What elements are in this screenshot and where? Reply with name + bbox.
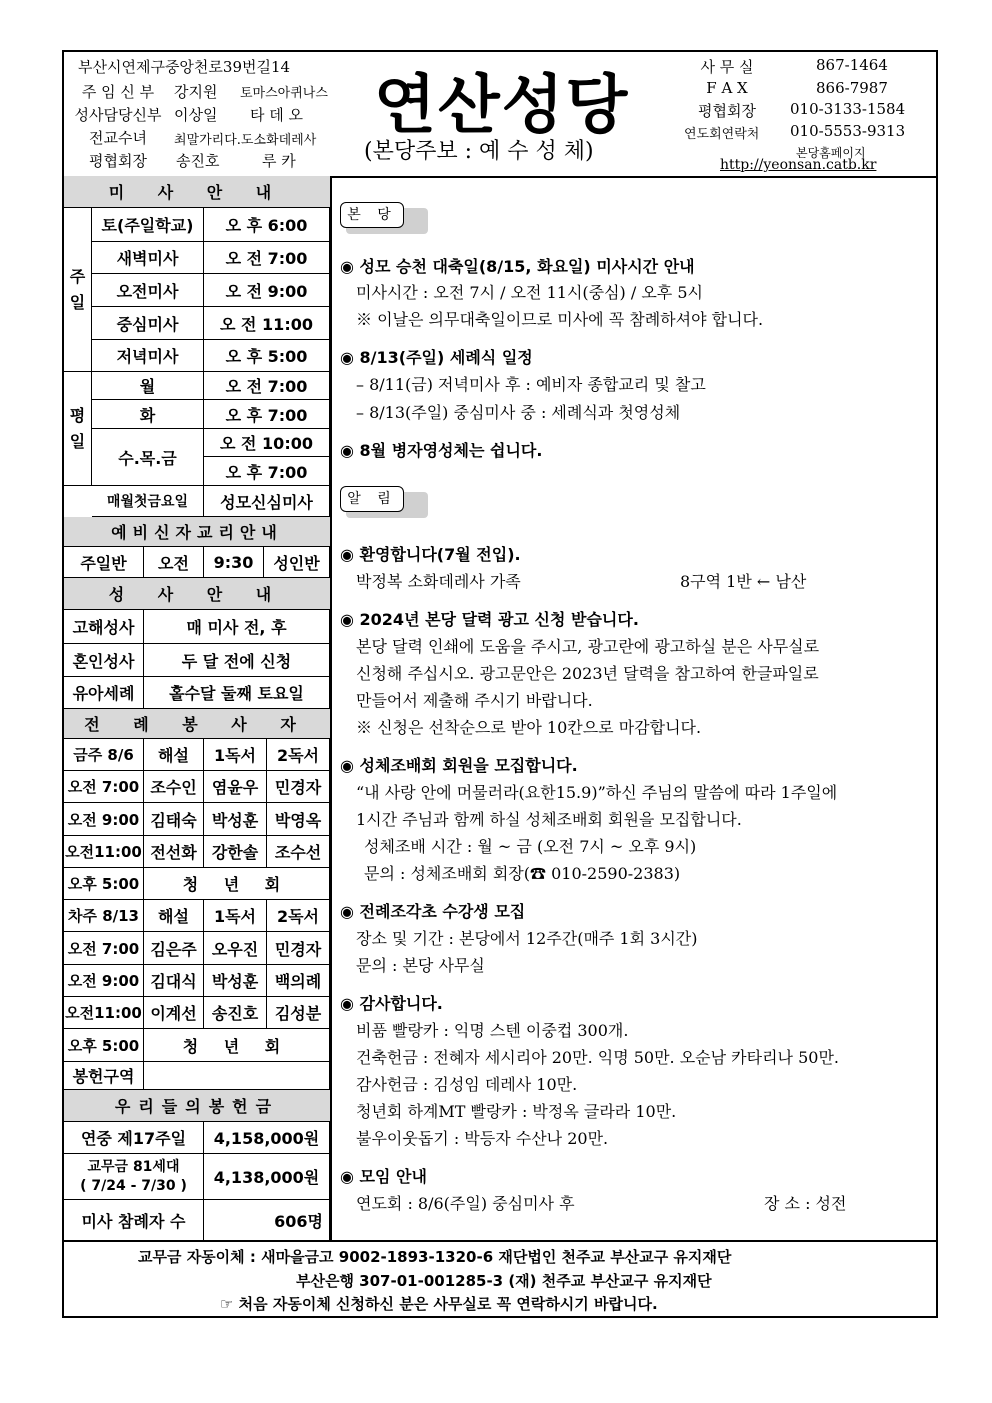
notice-line: 청년회 하계MT 빨랑카 : 박정옥 글라라 10만. bbox=[356, 1102, 677, 1121]
welcome-name: 박정복 소화데레사 가족 bbox=[356, 572, 521, 591]
meeting-line: 연도회 : 8/6(주일) 중심미사 후 bbox=[356, 1194, 575, 1213]
chair-phone: 010-3133-1584 bbox=[790, 100, 906, 118]
mass-name: 중심미사 bbox=[92, 307, 204, 340]
first-friday-label: 매월첫금요일 bbox=[92, 486, 204, 517]
liturgy-section-title: 전 례 봉 사 자 bbox=[64, 709, 330, 739]
chair-label: 평협회장 bbox=[698, 102, 756, 120]
catechumen-class: 주일반 bbox=[64, 547, 144, 578]
offering-area-value bbox=[144, 1062, 330, 1090]
server-name: 전선화 bbox=[144, 836, 204, 868]
sacrament-name: 고해성사 bbox=[64, 610, 144, 644]
mass-name: 토(주일학교) bbox=[92, 208, 204, 242]
server-name: 강한솔 bbox=[204, 836, 267, 868]
catechumen-time: 9:30 bbox=[204, 547, 264, 578]
catechumen-group: 성인반 bbox=[264, 547, 330, 578]
notice-heading: ◉ 8/13(주일) 세례식 일정 bbox=[340, 348, 533, 367]
assistant-saint: 타 데 오 bbox=[250, 106, 304, 124]
notice-line: 건축헌금 : 전혜자 세시리아 20만. 익명 50만. 오순남 카타리나 50만. bbox=[356, 1048, 839, 1067]
welcome-area: 8구역 1반 ← 남산 bbox=[680, 572, 807, 591]
server-name: 박영옥 bbox=[267, 803, 330, 836]
sacrament-value: 두 달 전에 신청 bbox=[144, 644, 330, 677]
notice-line: 성체조배 시간 : 월 ~ 금 (오전 7시 ~ 오후 9시) bbox=[364, 837, 697, 856]
sister-label: 전교수녀 bbox=[89, 129, 147, 147]
weekday-label: 평 일 bbox=[64, 372, 92, 486]
server-name: 백의례 bbox=[267, 965, 330, 997]
notice-heading: ◉ 모임 안내 bbox=[340, 1167, 427, 1186]
server-name: 민경자 bbox=[267, 771, 330, 803]
offering-label: 연중 제17주일 bbox=[64, 1122, 204, 1154]
left-column bbox=[64, 176, 332, 1240]
bulletin-page bbox=[62, 50, 938, 1318]
mass-time: 오 전 7:00 bbox=[204, 372, 330, 400]
footer bbox=[64, 1240, 936, 1318]
mass-time: 오 후 5:00 bbox=[204, 340, 330, 372]
server-name: 박성훈 bbox=[204, 803, 267, 836]
offering-amount: 606명 bbox=[204, 1200, 330, 1240]
role-header: 2독서 bbox=[267, 900, 330, 932]
week-label: 차주 8/13 bbox=[64, 900, 144, 932]
notice-heading: ◉ 2024년 본당 달력 광고 신청 받습니다. bbox=[340, 610, 639, 629]
role-header: 해설 bbox=[144, 900, 204, 932]
offering-amount: 4,158,000원 bbox=[204, 1122, 330, 1154]
council-label: 평협회장 bbox=[89, 152, 147, 170]
mass-time: 오 후 7:00 bbox=[204, 457, 330, 486]
server-name: 민경자 bbox=[267, 932, 330, 965]
notice-line: – 8/13(주일) 중심미사 중 : 세례식과 첫영성체 bbox=[356, 403, 681, 422]
office-label: 사 무 실 bbox=[700, 58, 754, 76]
notice-heading: ◉ 성모 승천 대축일(8/15, 화요일) 미사시간 안내 bbox=[340, 257, 695, 276]
footer-bank-line: 교무금 자동이체 : 새마을금고 9002-1893-1320-6 재단법인 천주교 부산교구 유지재단 bbox=[138, 1248, 732, 1266]
contact-phone: 010-5553-9313 bbox=[790, 122, 906, 140]
server-time: 오전11:00 bbox=[64, 997, 144, 1029]
mass-name: 저녁미사 bbox=[92, 340, 204, 372]
fax-label: F A X bbox=[706, 79, 748, 97]
notice-heading: ◉ 성체조배회 회원을 모집합니다. bbox=[340, 756, 578, 775]
notice-line: 신청해 주십시오. 광고문안은 2023년 달력을 참고하여 한글파일로 bbox=[356, 664, 819, 683]
sacrament-name: 혼인성사 bbox=[64, 644, 144, 677]
pastor-name: 강지원 bbox=[174, 83, 218, 101]
parish-title: 연산성당 bbox=[374, 69, 630, 143]
address: 부산시연제구중앙천로39번길14 bbox=[78, 58, 291, 76]
mass-time: 오 전 11:00 bbox=[204, 307, 330, 340]
offering-area-label: 봉헌구역 bbox=[64, 1062, 144, 1090]
sacrament-name: 유아세례 bbox=[64, 677, 144, 709]
role-header: 2독서 bbox=[267, 739, 330, 771]
offering-label: 미사 참례자 수 bbox=[64, 1200, 204, 1240]
notice-line: 비품 빨랑카 : 익명 스텐 이중컵 300개. bbox=[356, 1021, 629, 1040]
offering-amount: 4,138,000원 bbox=[204, 1154, 330, 1200]
role-header: 1독서 bbox=[204, 900, 267, 932]
sacrament-value: 홀수달 둘째 토요일 bbox=[144, 677, 330, 709]
mass-time: 오 후 7:00 bbox=[204, 400, 330, 429]
assistant-name: 이상일 bbox=[174, 106, 218, 124]
meeting-place: 장 소 : 성전 bbox=[764, 1194, 847, 1213]
server-name: 김성분 bbox=[267, 997, 330, 1029]
offerings-section-title: 우리들의봉헌금 bbox=[64, 1090, 330, 1122]
tab-parish: 본 당 bbox=[340, 202, 404, 228]
council-saint: 루 카 bbox=[262, 152, 296, 170]
pastor-label: 주 임 신 부 bbox=[81, 83, 155, 101]
notice-line: “내 사랑 안에 머물러라(요한15.9)”하신 주님의 말씀에 따라 1주일에 bbox=[356, 783, 838, 802]
mass-name: 화 bbox=[92, 400, 204, 429]
notice-heading: ◉ 감사합니다. bbox=[340, 994, 443, 1013]
notice-line: 미사시간 : 오전 7시 / 오전 11시(중심) / 오후 5시 bbox=[356, 283, 703, 302]
footer-bank-line: 부산은행 307-01-001285-3 (재) 천주교 부산교구 유지재단 bbox=[296, 1272, 712, 1290]
homepage-label: 본당홈페이지 bbox=[796, 146, 866, 160]
notice-line: 본당 달력 인쇄에 도움을 주시고, 광고란에 광고하실 분은 사무실로 bbox=[356, 637, 820, 656]
mass-time: 오 전 10:00 bbox=[204, 429, 330, 457]
server-time: 오후 5:00 bbox=[64, 1029, 144, 1062]
server-name: 김대식 bbox=[144, 965, 204, 997]
server-name: 이계선 bbox=[144, 997, 204, 1029]
notice-line: 만들어서 제출해 주시기 바랍니다. bbox=[356, 691, 593, 710]
role-header: 1독서 bbox=[204, 739, 267, 771]
server-name: 조수인 bbox=[144, 771, 204, 803]
office-phone: 867-1464 bbox=[816, 56, 888, 74]
assistant-label: 성사담당신부 bbox=[74, 106, 162, 124]
footer-notice: ☞ 처음 자동이체 신청하신 분은 사무실로 꼭 연락하시기 바랍니다. bbox=[220, 1295, 658, 1313]
notice-line: 감사헌금 : 김성임 데레사 10만. bbox=[356, 1075, 578, 1094]
mass-name: 수.목.금 bbox=[92, 429, 204, 486]
notice-line: 불우이웃돕기 : 박등자 수산나 20만. bbox=[356, 1129, 609, 1148]
mass-time: 오 전 7:00 bbox=[204, 242, 330, 274]
youth-group: 청 년 회 bbox=[144, 1029, 330, 1062]
server-name: 김은주 bbox=[144, 932, 204, 965]
sunday-label: 주 일 bbox=[64, 208, 92, 372]
mass-section-title: 미 사 안 내 bbox=[64, 176, 330, 208]
notice-line: ※ 이날은 의무대축일이므로 미사에 꼭 참례하셔야 합니다. bbox=[356, 310, 764, 329]
sacrament-value: 매 미사 전, 후 bbox=[144, 610, 330, 644]
server-name: 염윤우 bbox=[204, 771, 267, 803]
council-name: 송진호 bbox=[176, 152, 220, 170]
notice-line: 문의 : 성체조배회 회장(☎ 010-2590-2383) bbox=[364, 864, 681, 883]
youth-group: 청 년 회 bbox=[144, 868, 330, 900]
server-time: 오전 9:00 bbox=[64, 803, 144, 836]
server-time: 오전11:00 bbox=[64, 836, 144, 868]
first-friday-value: 성모신심미사 bbox=[204, 486, 330, 517]
server-time: 오전 7:00 bbox=[64, 771, 144, 803]
bulletin-subtitle: (본당주보 : 예 수 성 체) bbox=[364, 139, 594, 164]
header bbox=[64, 52, 936, 178]
week-label: 금주 8/6 bbox=[64, 739, 144, 771]
server-name: 송진호 bbox=[204, 997, 267, 1029]
server-name: 조수선 bbox=[267, 836, 330, 868]
notice-heading: ◉ 전례조각초 수강생 모집 bbox=[340, 902, 526, 921]
notice-line: 문의 : 본당 사무실 bbox=[356, 956, 485, 975]
notice-line: ※ 신청은 선착순으로 받아 10칸으로 마감합니다. bbox=[356, 718, 702, 737]
server-name: 오우진 bbox=[204, 932, 267, 965]
notice-line: 장소 및 기간 : 본당에서 12주간(매주 1회 3시간) bbox=[356, 929, 698, 948]
sacraments-section-title: 성 사 안 내 bbox=[64, 578, 330, 610]
mass-name: 오전미사 bbox=[92, 274, 204, 307]
notice-heading: ◉ 환영합니다(7월 전입). bbox=[340, 545, 521, 564]
server-time: 오전 7:00 bbox=[64, 932, 144, 965]
notice-line: – 8/11(금) 저녁미사 후 : 예비자 종합교리 및 찰고 bbox=[356, 375, 706, 394]
offering-label: 교무금 81세대 ( 7/24 - 7/30 ) bbox=[64, 1154, 204, 1200]
catechumen-ampm: 오전 bbox=[144, 547, 204, 578]
fax-phone: 866-7987 bbox=[816, 79, 888, 97]
notice-line: 1시간 주님과 함께 하실 성체조배회 회원을 모집합니다. bbox=[356, 810, 742, 829]
server-name: 김태숙 bbox=[144, 803, 204, 836]
tab-notices: 알 림 bbox=[340, 486, 404, 512]
mass-name: 새벽미사 bbox=[92, 242, 204, 274]
mass-time: 오 전 9:00 bbox=[204, 274, 330, 307]
pastor-saint: 토마스아퀴나스 bbox=[240, 86, 328, 101]
right-column bbox=[332, 176, 936, 1240]
role-header: 해설 bbox=[144, 739, 204, 771]
sister-name: 최말가리다.도소화데레사 bbox=[174, 133, 317, 148]
server-time: 오전 9:00 bbox=[64, 965, 144, 997]
mass-time: 오 후 6:00 bbox=[204, 208, 330, 242]
server-name: 박성훈 bbox=[204, 965, 267, 997]
notice-heading: ◉ 8월 병자영성체는 쉽니다. bbox=[340, 441, 543, 460]
server-time: 오후 5:00 bbox=[64, 868, 144, 900]
mass-name: 월 bbox=[92, 372, 204, 400]
catechumen-section-title: 예비신자교리안내 bbox=[64, 517, 330, 547]
homepage-link[interactable]: http://yeonsan.catb.kr bbox=[720, 157, 877, 173]
contact-label: 연도회연락처 bbox=[684, 127, 760, 142]
